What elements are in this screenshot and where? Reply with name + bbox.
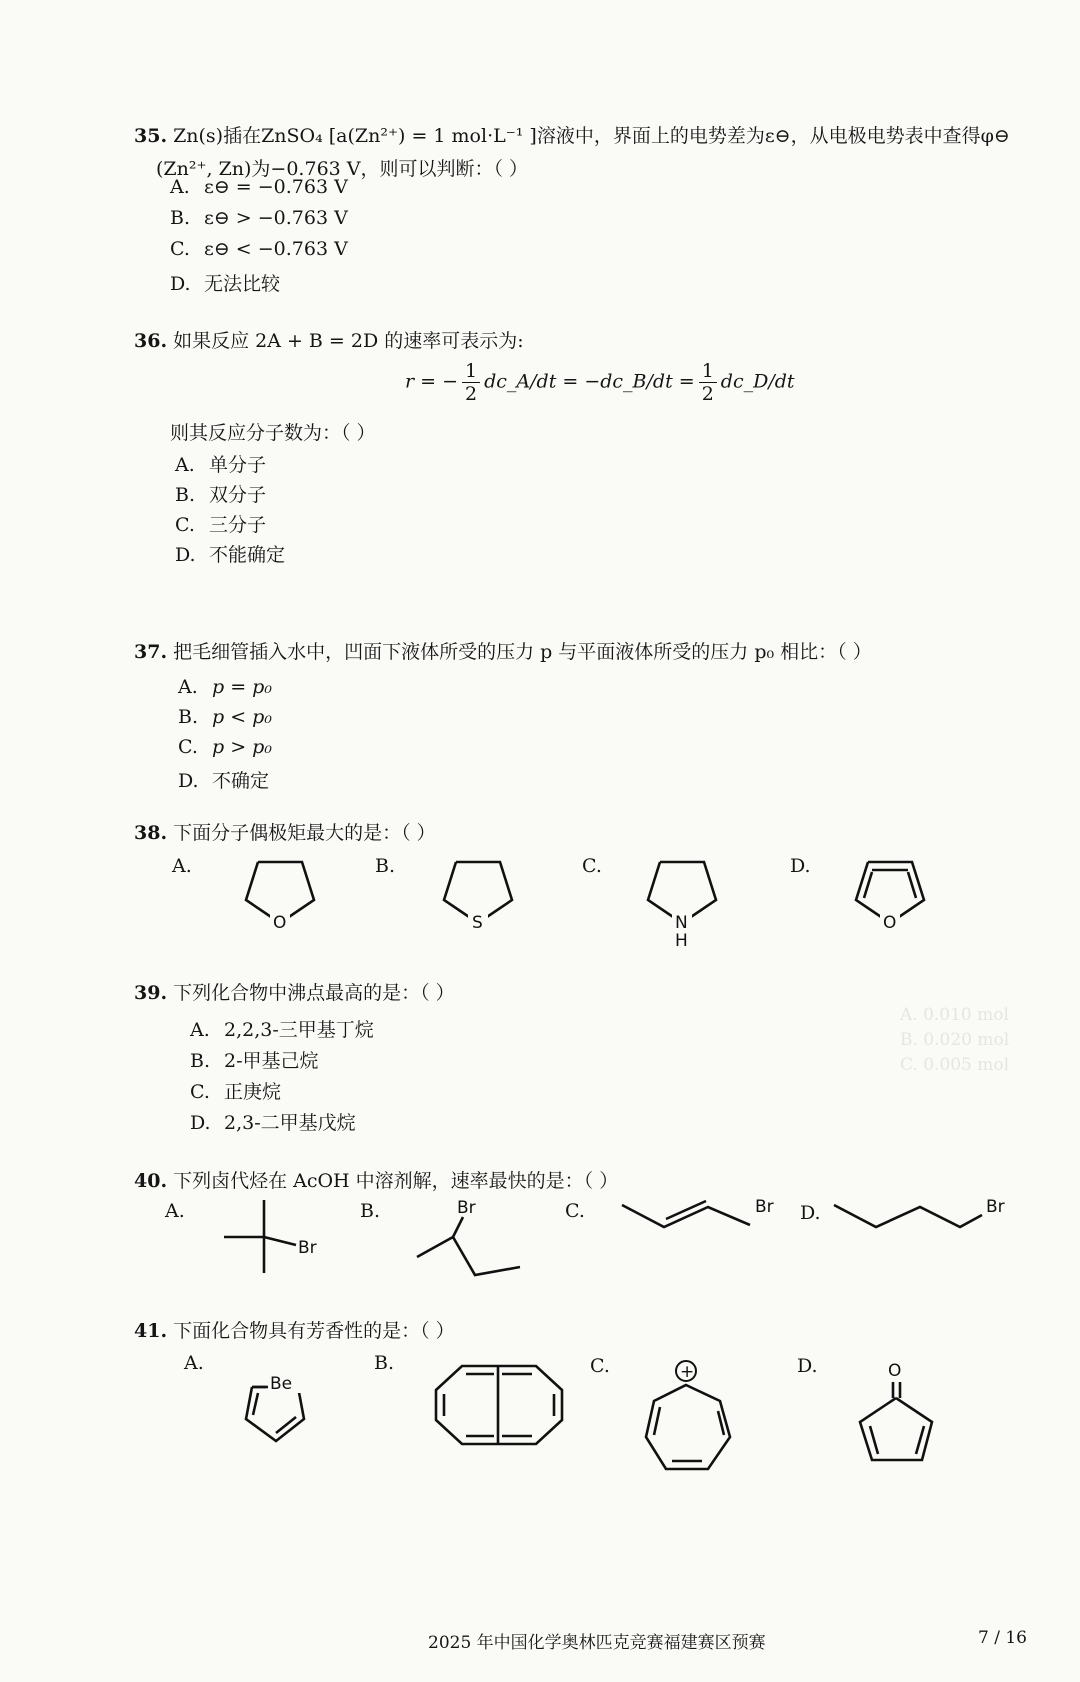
option-a[interactable]: A. [184, 1352, 204, 1374]
option-a[interactable]: A. [165, 1200, 185, 1222]
option-d[interactable]: D. [797, 1355, 818, 1377]
1-bromobutane-structure [832, 1195, 1012, 1255]
question-number: 37. [134, 641, 168, 663]
option-a[interactable]: A. 单分子 [175, 454, 267, 476]
svg-text:O: O [883, 913, 897, 933]
question-number: 36. [134, 330, 168, 352]
option-d[interactable]: D. 不能确定 [175, 544, 286, 566]
question-text: 把毛细管插入水中，凹面下液体所受的压力 p 与平面液体所受的压力 p₀ 相比：（ ） [173, 641, 872, 663]
option-d[interactable]: D. [790, 855, 811, 877]
pyrrolidine-structure [642, 850, 722, 951]
option-b[interactable]: B. [375, 855, 396, 877]
footer-title: 2025 年中国化学奥林匹克竞赛福建赛区预赛 [428, 1633, 766, 1653]
option-a[interactable]: A. 2,2,3-三甲基丁烷 [190, 1019, 374, 1041]
question-38 [134, 817, 436, 850]
bleed-through-text: A. 0.010 mol [900, 1005, 1009, 1025]
svg-text:Br: Br [457, 1198, 476, 1218]
question-number: 38. [134, 822, 168, 844]
option-c[interactable]: C. 三分子 [175, 514, 267, 536]
bleed-through-text: B. 0.020 mol [900, 1030, 1010, 1050]
option-a[interactable]: A. ε⊖ = −0.763 V [170, 176, 348, 198]
option-c[interactable]: C. ε⊖ < −0.763 V [170, 238, 348, 260]
bleed-through-text: C. 0.005 mol [900, 1055, 1010, 1075]
option-d[interactable]: D. 无法比较 [170, 273, 281, 295]
question-text: 下面分子偶极矩最大的是：（ ） [173, 822, 436, 844]
option-c[interactable]: C. [582, 855, 602, 877]
option-b[interactable]: B. [360, 1200, 381, 1222]
svg-text:S: S [472, 913, 483, 933]
option-c[interactable]: C. 正庚烷 [190, 1081, 282, 1103]
option-b[interactable]: B. 2-甲基己烷 [190, 1050, 319, 1072]
question-text: 下面化合物具有芳香性的是：（ ） [173, 1320, 455, 1342]
option-c[interactable]: C. [590, 1355, 610, 1377]
question-41 [134, 1315, 455, 1348]
svg-text:+: + [680, 1362, 695, 1382]
question-text: 下列化合物中沸点最高的是：（ ） [173, 982, 455, 1004]
question-text: 下列卤代烃在 AcOH 中溶剂解，速率最快的是：（ ） [173, 1170, 619, 1192]
option-d[interactable]: D. 2,3-二甲基戊烷 [190, 1112, 356, 1134]
svg-text:H: H [675, 931, 688, 951]
option-b[interactable]: B. [374, 1352, 395, 1374]
2-bromobutane-structure [415, 1195, 525, 1285]
tropylium-cation-structure [646, 1355, 746, 1485]
rate-formula: r = − $\frac{1}{2}$ dc_A/dt = −dc_B/dt = $\frac{1}{2}$ dc_D/dt [405, 360, 795, 405]
question-text-line2: (Zn²⁺, Zn)为−0.763 V，则可以判断：（ ） [156, 158, 529, 180]
tetrahydrothiophene-structure [438, 850, 518, 933]
question-number: 40. [134, 1170, 168, 1192]
option-c[interactable]: C. p > p₀ [178, 736, 272, 758]
svg-text:Br: Br [755, 1197, 774, 1217]
cyclopentadienone-structure [856, 1360, 946, 1470]
question-36 [134, 325, 524, 358]
question-39 [134, 977, 455, 1010]
option-d[interactable]: D. 不确定 [178, 770, 270, 792]
question-40 [134, 1165, 618, 1198]
option-a[interactable]: A. p = p₀ [178, 676, 272, 698]
question-number: 41. [134, 1320, 168, 1342]
question-text: 如果反应 2A + B = 2D 的速率可表示为: [173, 330, 524, 352]
svg-text:Br: Br [986, 1197, 1005, 1217]
naphthalene-like-10-annulene-structure [432, 1360, 567, 1450]
svg-text:O: O [888, 1361, 902, 1381]
question-number: 35. [134, 125, 168, 147]
furan-structure [850, 850, 930, 933]
question-37 [134, 636, 872, 669]
svg-text:N: N [675, 913, 688, 933]
svg-text:Br: Br [298, 1238, 317, 1258]
tetrahydrofuran-structure [240, 850, 320, 933]
question-text-line2: 则其反应分子数为：（ ） [170, 422, 376, 444]
option-b[interactable]: B. 双分子 [175, 484, 267, 506]
page-number: 7 / 16 [978, 1628, 1027, 1648]
borole-beryllium-ring-structure [238, 1355, 328, 1455]
option-a[interactable]: A. [172, 855, 192, 877]
svg-text:O: O [273, 913, 287, 933]
svg-text:Be: Be [270, 1374, 293, 1394]
question-text: Zn(s)插在ZnSO₄ [a(Zn²⁺) = 1 mol·L⁻¹ ]溶液中，界面上的电势差为ε⊖，从电极电势表中查得φ⊖ [173, 125, 1010, 147]
crotyl-bromide-structure [620, 1195, 780, 1255]
option-c[interactable]: C. [565, 1200, 585, 1222]
option-d[interactable]: D. [800, 1202, 821, 1224]
option-b[interactable]: B. ε⊖ > −0.763 V [170, 207, 348, 229]
option-b[interactable]: B. p < p₀ [178, 706, 272, 728]
question-number: 39. [134, 982, 168, 1004]
tert-butyl-bromide-structure [222, 1195, 332, 1285]
